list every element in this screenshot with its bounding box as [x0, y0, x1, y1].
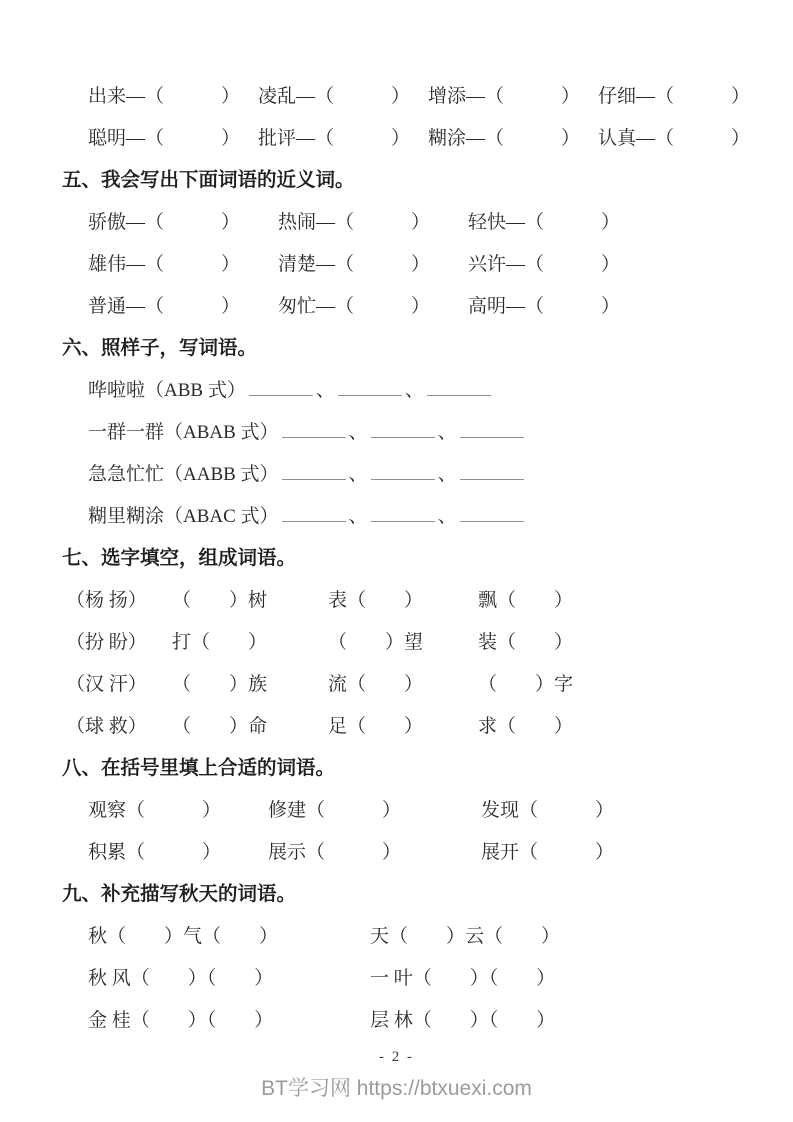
list-separator: 、 [348, 464, 368, 485]
pattern-example: 哗啦啦（ABB 式） [88, 380, 246, 401]
answer-blank [460, 417, 524, 438]
antonym-row [0, 76, 793, 118]
answer-blank [249, 375, 313, 396]
answer-blank [371, 459, 435, 480]
fill-blank-item: 表（ ） [328, 590, 424, 611]
fill-blank-item: 观察（ ） [88, 800, 222, 821]
fill-blank-item: 展示（ ） [268, 842, 402, 863]
pattern-word-line [0, 412, 793, 454]
fill-blank-item: 增添—（ ） [428, 86, 581, 107]
list-separator: 、 [437, 464, 457, 485]
fill-blank-item: 清楚—（ ） [278, 254, 431, 275]
fill-blank-item: 匆忙—（ ） [278, 296, 431, 317]
collocation-row [0, 832, 793, 874]
collocation-row [0, 790, 793, 832]
list-separator: 、 [315, 380, 335, 401]
fill-blank-item: 聪明—（ ） [88, 128, 241, 149]
char-choice-row [0, 580, 793, 622]
fill-blank-item: 发现（ ） [481, 800, 615, 821]
fill-blank-item: 秋（ ）气（ ） [88, 926, 279, 947]
fill-blank-item: 骄傲—（ ） [88, 212, 241, 233]
fill-blank-item: 装（ ） [478, 632, 574, 653]
pattern-word-line [0, 454, 793, 496]
answer-blank [427, 375, 491, 396]
section-title-7: 七、选字填空，组成词语。 [62, 548, 297, 569]
fill-blank-item: 流（ ） [328, 674, 424, 695]
fill-blank-item: 飘（ ） [478, 590, 574, 611]
list-separator: 、 [348, 506, 368, 527]
list-separator: 、 [437, 506, 457, 527]
fill-blank-item: 展开（ ） [481, 842, 615, 863]
char-choice-row [0, 664, 793, 706]
answer-blank [282, 459, 346, 480]
fill-blank-item: （ ）望 [328, 632, 424, 653]
answer-blank [460, 501, 524, 522]
section-title-9: 九、补充描写秋天的词语。 [62, 884, 297, 905]
fill-blank-item: 兴许—（ ） [468, 254, 621, 275]
fill-blank-item: 求（ ） [478, 716, 574, 737]
pattern-example: 一群一群（ABAB 式） [88, 422, 279, 443]
fill-blank-item: 打（ ） [172, 632, 268, 653]
char-choices: （球 救） [66, 716, 147, 737]
section-title-8: 八、在括号里填上合适的词语。 [62, 758, 336, 779]
fill-blank-item: 普通—（ ） [88, 296, 241, 317]
section-title-6: 六、照样子，写词语。 [62, 338, 258, 359]
autumn-idiom-row [0, 916, 793, 958]
page-number: - 2 - [379, 1049, 414, 1065]
section-title-5: 五、我会写出下面词语的近义词。 [62, 170, 355, 191]
answer-blank [460, 459, 524, 480]
fill-blank-item: 积累（ ） [88, 842, 222, 863]
answer-blank [338, 375, 402, 396]
fill-blank-item: 足（ ） [328, 716, 424, 737]
pattern-example: 糊里糊涂（ABAC 式） [88, 506, 279, 527]
fill-blank-item: 轻快—（ ） [468, 212, 621, 233]
pattern-word-line [0, 496, 793, 538]
fill-blank-item: 批评—（ ） [258, 128, 411, 149]
answer-blank [371, 501, 435, 522]
char-choice-row [0, 622, 793, 664]
fill-blank-item: 热闹—（ ） [278, 212, 431, 233]
char-choice-row [0, 706, 793, 748]
fill-blank-item: 天（ ）云（ ） [370, 926, 561, 947]
fill-blank-item: （ ）命 [172, 716, 268, 737]
fill-blank-item: 层 林（ ）（ ） [370, 1010, 556, 1031]
autumn-idiom-row [0, 958, 793, 1000]
fill-blank-item: 糊涂—（ ） [428, 128, 581, 149]
fill-blank-item: 出来—（ ） [88, 86, 241, 107]
pattern-example: 急急忙忙（AABB 式） [88, 464, 279, 485]
pattern-word-line [0, 370, 793, 412]
fill-blank-item: （ ）族 [172, 674, 268, 695]
synonym-row [0, 202, 793, 244]
fill-blank-item: 雄伟—（ ） [88, 254, 241, 275]
fill-blank-item: 凌乱—（ ） [258, 86, 411, 107]
autumn-idiom-row [0, 1000, 793, 1042]
fill-blank-item: 修建（ ） [268, 800, 402, 821]
fill-blank-item: （ ）树 [172, 590, 268, 611]
list-separator: 、 [348, 422, 368, 443]
synonym-row [0, 286, 793, 328]
list-separator: 、 [404, 380, 424, 401]
answer-blank [371, 417, 435, 438]
char-choices: （汉 汗） [66, 674, 147, 695]
list-separator: 、 [437, 422, 457, 443]
antonym-row [0, 118, 793, 160]
char-choices: （扮 盼） [66, 632, 147, 653]
synonym-row [0, 244, 793, 286]
fill-blank-item: （ ）字 [478, 674, 574, 695]
fill-blank-item: 秋 风（ ）（ ） [88, 968, 274, 989]
fill-blank-item: 认真—（ ） [598, 128, 751, 149]
watermark-site-link: BT学习网 https://btxuexi.com [261, 1077, 532, 1100]
fill-blank-item: 仔细—（ ） [598, 86, 751, 107]
char-choices: （杨 扬） [66, 590, 147, 611]
fill-blank-item: 金 桂（ ）（ ） [88, 1010, 274, 1031]
answer-blank [282, 501, 346, 522]
fill-blank-item: 一 叶（ ）（ ） [370, 968, 556, 989]
answer-blank [282, 417, 346, 438]
fill-blank-item: 高明—（ ） [468, 296, 621, 317]
